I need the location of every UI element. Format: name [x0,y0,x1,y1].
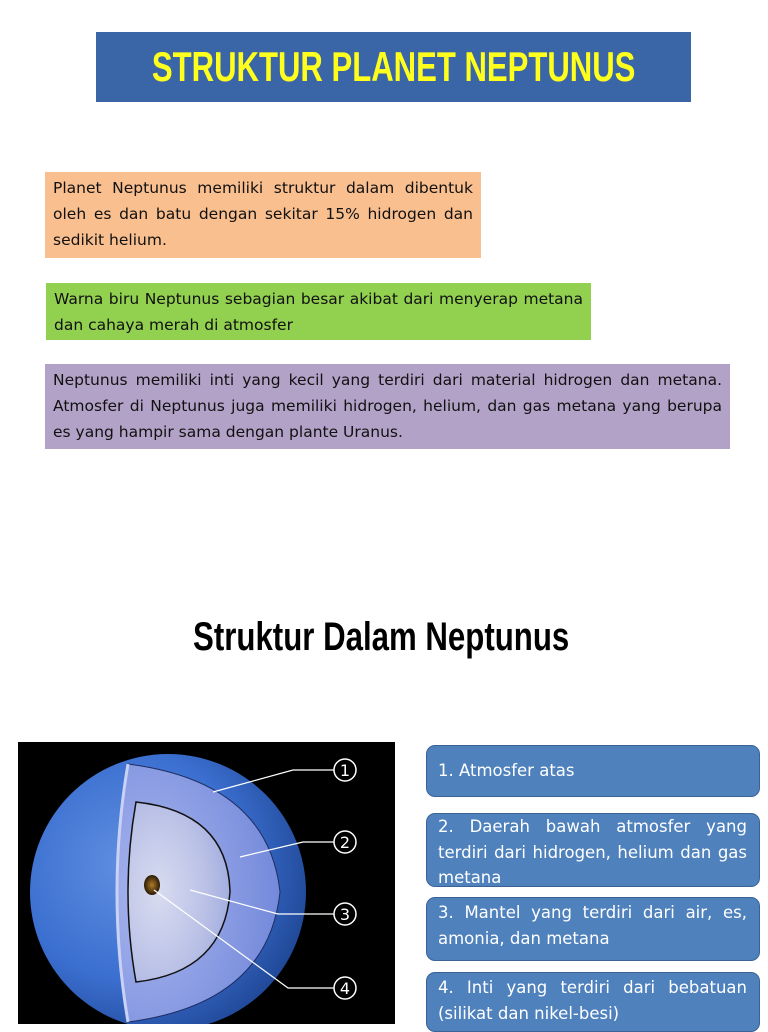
marker-1-label: 1 [339,761,351,780]
marker-4 [334,977,356,999]
marker-1 [334,759,356,781]
layer-box-core: 4. Inti yang terdiri dari bebatuan (silikat dan nikel-besi) [426,972,760,1032]
marker-3-label: 3 [339,905,351,924]
section-title: Struktur Dalam Neptunus [192,614,570,659]
title-banner [96,32,691,102]
layer-box-mantle: 3. Mantel yang terdiri dari air, es, amonia, dan metana [426,897,760,961]
layer-box-lower-atmosphere: 2. Daerah bawah atmosfer yang terdiri dari hidrogen, helium dan gas metana [426,813,760,887]
info-box-color: Warna biru Neptunus sebagian besar akibat dari menyerap metana dan cahaya merah di atmosfer [46,283,591,340]
page-title: STRUKTUR PLANET NEPTUNUS [151,43,636,90]
section-title-wrap [0,612,768,662]
layer-box-upper-atmosphere: 1. Atmosfer atas [426,745,760,797]
neptune-diagram-svg [18,742,395,1024]
info-box-core-atmosphere: Neptunus memiliki inti yang kecil yang terdiri dari material hidrogen dan metana. Atmosfer di Neptunus juga memiliki hidrogen, helium, dan gas metana yang berupa es yang hampir sama dengan plante Uranus. [45,364,730,449]
marker-3 [334,903,356,925]
marker-2 [334,831,356,853]
marker-4-label: 4 [339,979,351,998]
neptune-cutaway-diagram [18,742,395,1024]
marker-2-label: 2 [339,833,351,852]
info-box-composition: Planet Neptunus memiliki struktur dalam dibentuk oleh es dan batu dengan sekitar 15% hidrogen dan sedikit helium. [45,172,481,258]
